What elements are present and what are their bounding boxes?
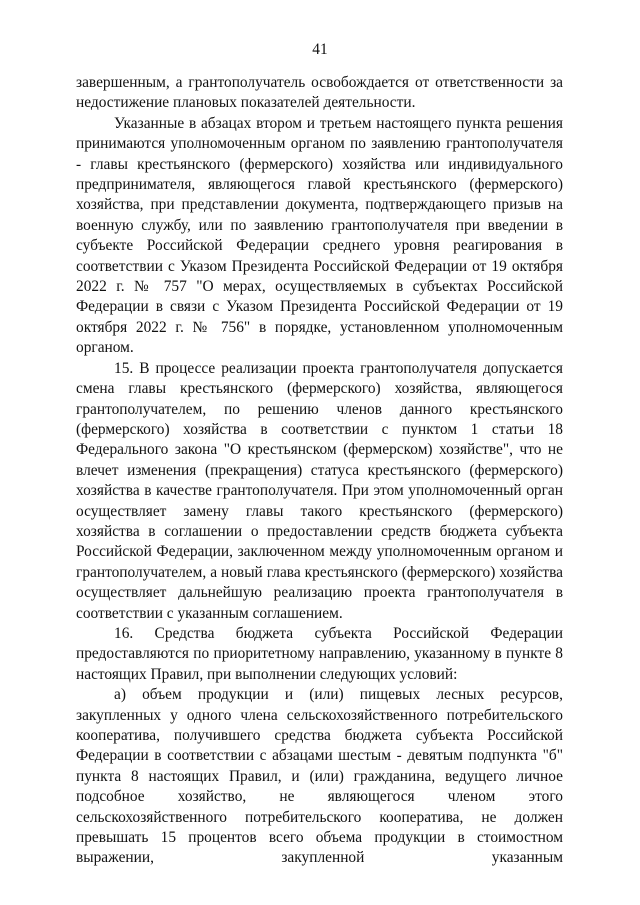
- paragraph-item-16: 16. Средства бюджета субъекта Российской Федерации предоставляются по приоритетному направлению, указанному в пункте 8 настоящих Правил, при выполнении следующих условий:: [76, 624, 563, 683]
- paragraph-item-15: 15. В процессе реализации проекта грантополучателя допускается смена главы крестьянского (фермерского) хозяйства, являющегося грантополучателем, по решению членов данного крестьянского (фермерского) хозяйства в соответствии с пунктом 1 статьи 18 Федерального закона "О крестьянском (фермерском) хозяйстве", что не влечет изменения (прекращения) статуса крестьянского (фермерского) хозяйства в качестве грантополучателя. При этом уполномоченный орган осуществляет замену главы такого крестьянского (фермерского) хозяйства в соглашении о предоставлении средств бюджета субъекта Российской Федерации, заключенном между уполномоченным органом и грантополучателем, а новый глава крестьянского (фермерского) хозяйства осуществляет дальнейшую реализацию проекта грантополучателя в соответствии с указанным соглашением.: [76, 359, 563, 622]
- paragraph-item-16a: а) объем продукции и (или) пищевых лесных ресурсов, закупленных у одного члена сельскохозяйственного потребительского кооператива, получившего средства бюджета субъекта Российской Федерации в соответствии с абзацами шестым - девятым подпункта "б" пункта 8 настоящих Правил, и (или) гражданина, ведущего личное подсобное хозяйство, не являющегося членом этого сельскохозяйственного потребительского кооператива, не должен превышать 15 процентов всего объема продукции в стоимостном выражении, закупленной указанным: [76, 686, 563, 867]
- paragraph-decisions: Указанные в абзацах втором и третьем настоящего пункта решения принимаются уполномоченным органом по заявлению грантополучателя - главы крестьянского (фермерского) хозяйства или индивидуального предпринимателя, являющегося главой крестьянского (фермерского) хозяйства, при представлении документа, подтверждающего призыв на военную службу, или по заявлению грантополучателя при введении в субъекте Российской Федерации среднего уровня реагирования в соответствии с Указом Президента Российской Федерации от 19 октября 2022 г. № 757 "О мерах, осуществляемых в субъектах Российской Федерации в связи с Указом Президента Российской Федерации от 19 октября 2022 г. № 756" в порядке, установленном уполномоченным органом.: [76, 114, 563, 357]
- page-number: 41: [312, 41, 328, 58]
- document-body: [76, 73, 563, 869]
- paragraph-continuation: завершенным, а грантополучатель освобождается от ответственности за недостижение плановых показателей деятельности.: [76, 74, 563, 112]
